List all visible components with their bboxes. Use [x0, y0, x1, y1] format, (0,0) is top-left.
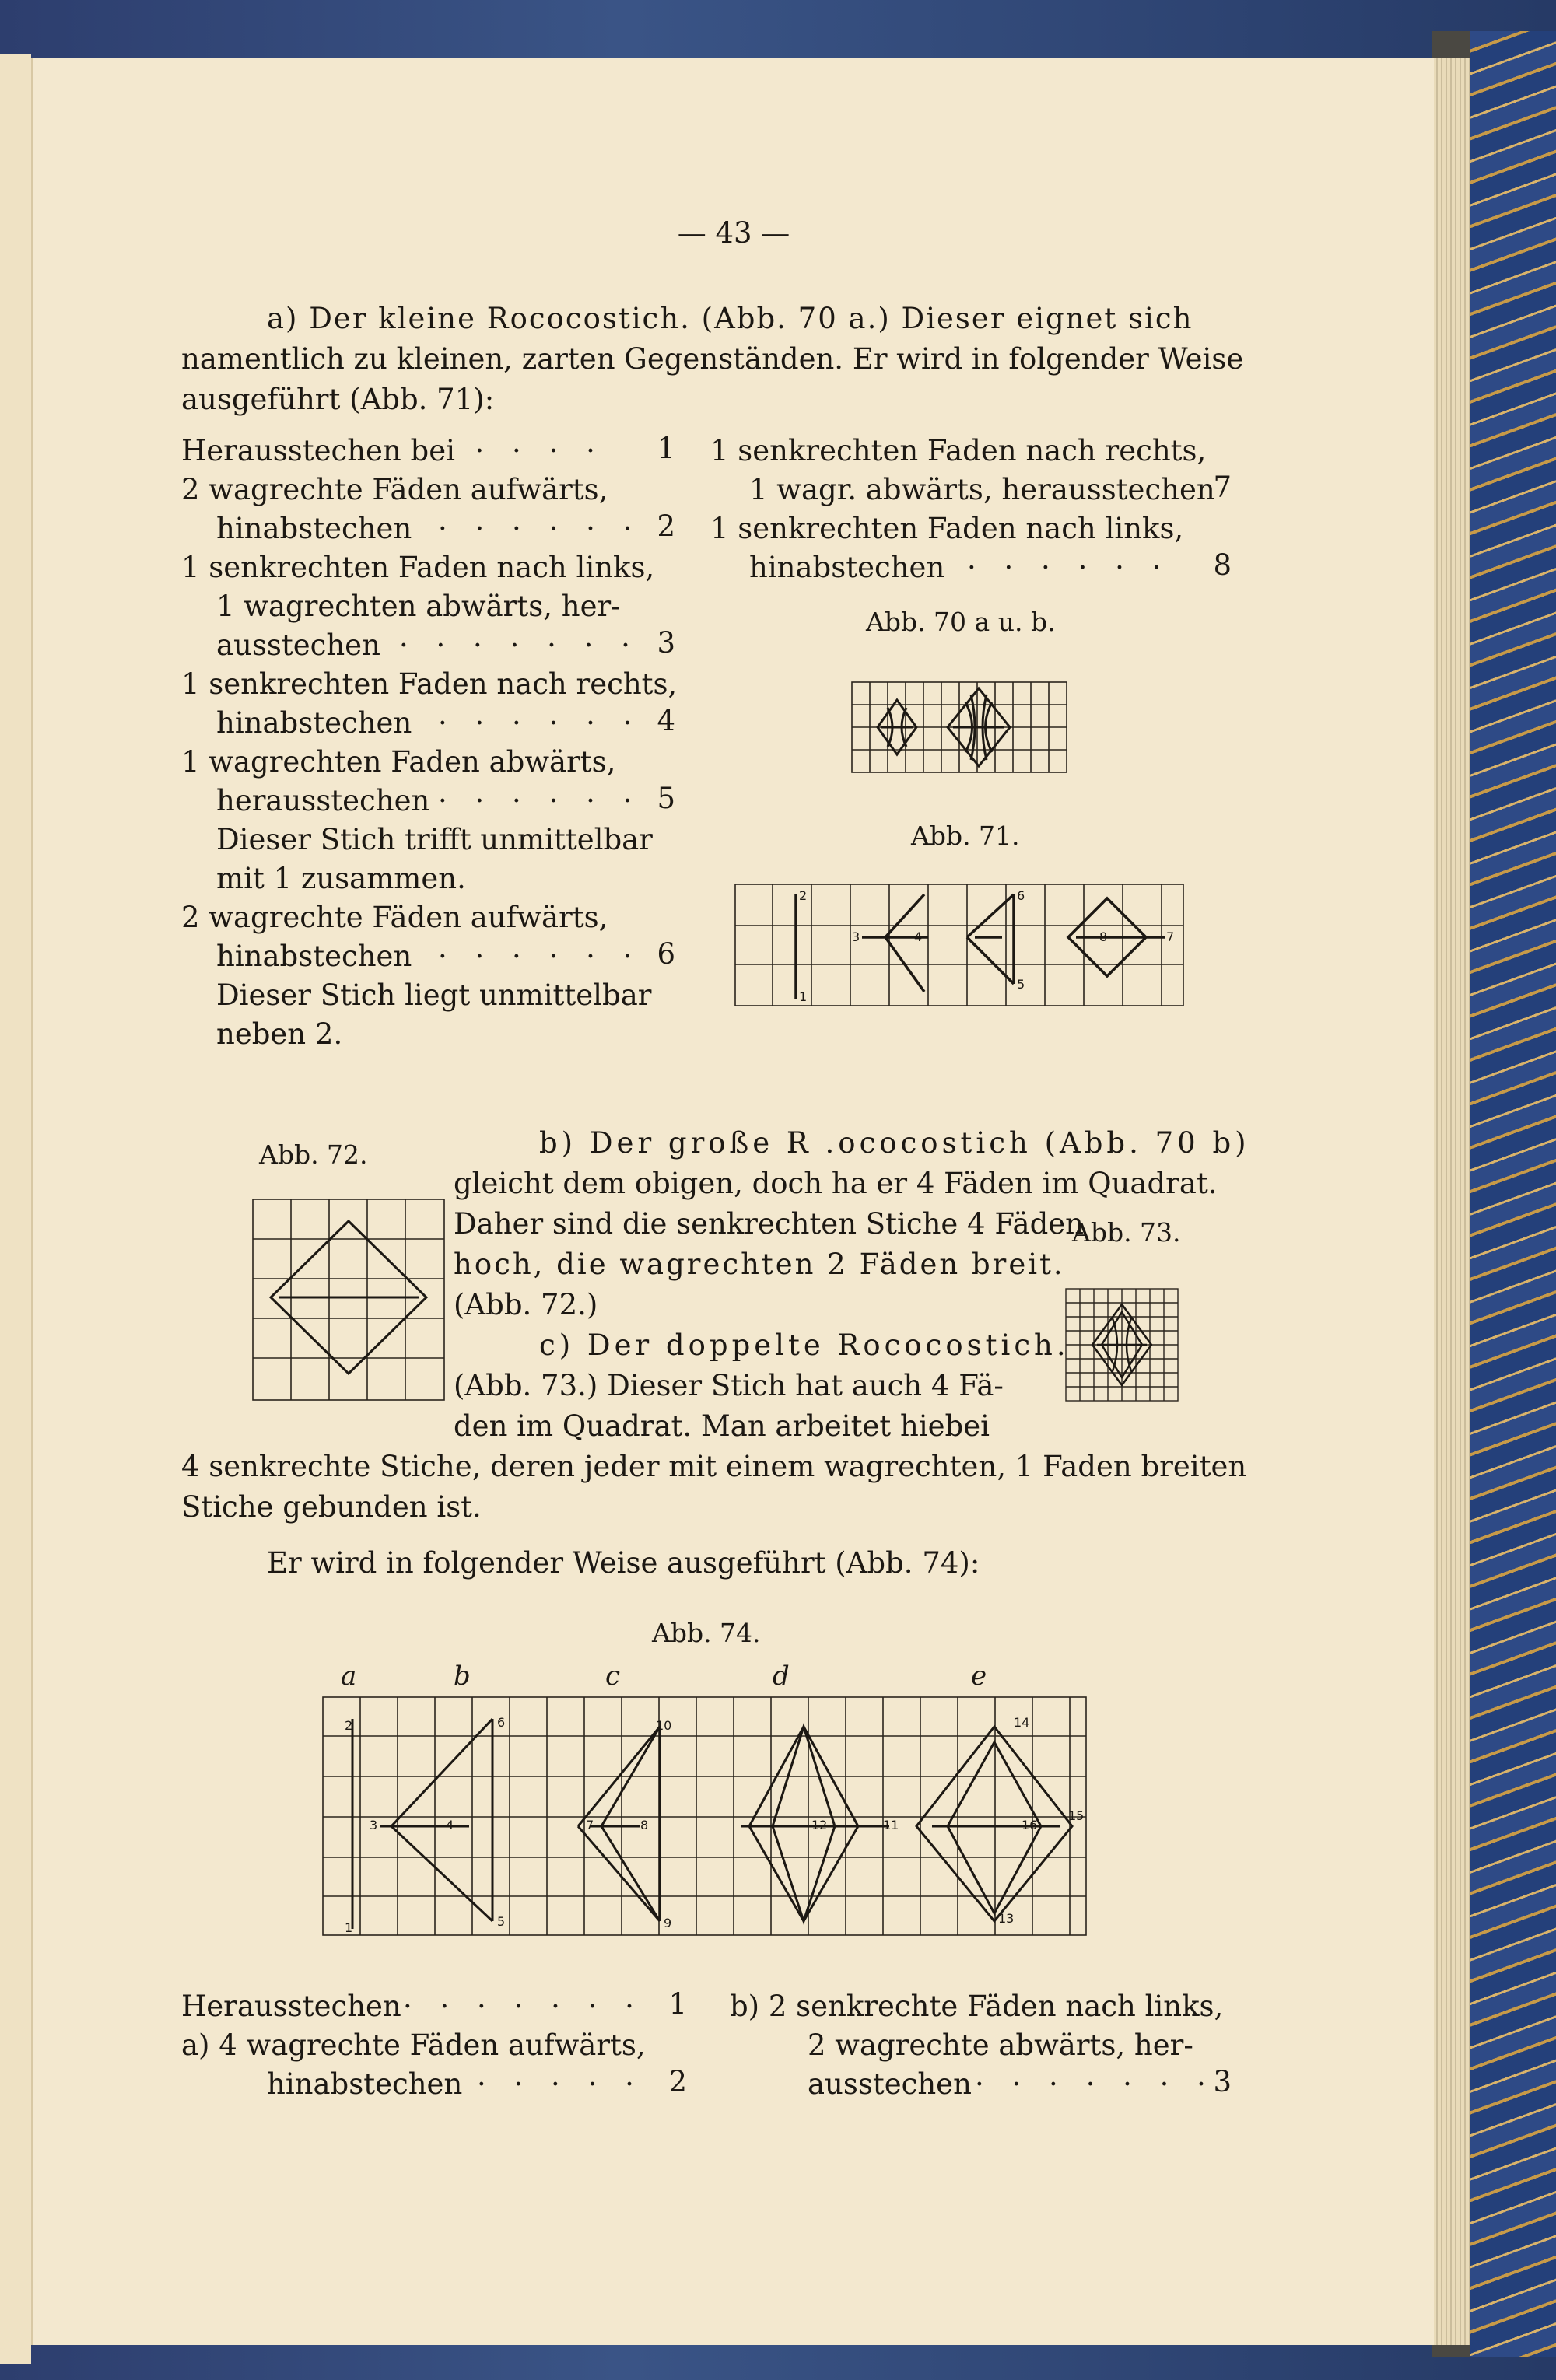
figure-74-column-label: d [773, 1661, 790, 1692]
figure-71-label: 8 [1099, 929, 1108, 944]
step-line: Herausstechen [181, 1990, 401, 2023]
step-number: 1 [668, 1987, 687, 2021]
section-b-line-5: (Abb. 72.) [454, 1288, 598, 1321]
intro-line-1: a) Der kleine Rococostich. (Abb. 70 a.) Dieser eignet sich [267, 302, 1193, 335]
figure-74-label: 8 [640, 1818, 649, 1832]
step-line: hinabstechen [267, 2067, 463, 2101]
figure-caption-71: Abb. 71. [911, 821, 1020, 851]
step-dots: · · · · · · · [975, 2067, 1215, 2101]
step-line: 1 senkrechten Faden nach rechts, [710, 434, 1207, 467]
step-number: 3 [657, 626, 675, 660]
figure-74-label: 1 [345, 1920, 353, 1935]
book-page [31, 58, 1434, 2345]
step-dots: · · · · · · · [403, 1990, 643, 2023]
marbled-cover-edge [1470, 31, 1556, 2357]
figure-caption-73: Abb. 73. [1072, 1217, 1181, 1248]
figure-71-label: 1 [799, 989, 808, 1004]
page-number: — 43 — [677, 216, 790, 250]
intro-line-3: ausgeführt (Abb. 71): [181, 383, 495, 416]
step-dots: · · · · · · [438, 940, 642, 973]
step-dots: · · · · · · · [399, 628, 640, 662]
figure-71-label: 5 [1017, 977, 1025, 992]
step-line: 2 wagrechte abwärts, her- [808, 2028, 1193, 2062]
section-b-line-4: hoch, die wagrechten 2 Fäden breit. [454, 1248, 1065, 1281]
step-line: 2 wagrechte Fäden aufwärts, [181, 901, 608, 934]
figure-74-label: 5 [497, 1914, 506, 1929]
figure-74-stitch-grid [321, 1696, 1088, 1937]
figure-71-label: 7 [1166, 929, 1175, 944]
step-line: a) 4 wagrechte Fäden aufwärts, [181, 2028, 646, 2062]
step-number: 4 [657, 704, 675, 737]
figure-74-label: 6 [497, 1715, 506, 1730]
figure-71-stitch-grid [734, 883, 1185, 1007]
figure-72-stitch-grid [251, 1198, 446, 1402]
figure-caption-70: Abb. 70 a u. b. [866, 607, 1056, 637]
section-c-line-4: 4 senkrechte Stiche, deren jeder mit einem wagrechten, 1 Faden breiten [181, 1450, 1247, 1483]
step-dots: · · · · · [438, 434, 605, 467]
step-line: hinabstechen [216, 512, 412, 545]
step-line: 1 wagr. abwärts, herausstechen [749, 473, 1215, 506]
section-b-line-3: Daher sind die senkrechten Stiche 4 Fäden [454, 1207, 1084, 1241]
figure-74-label: 3 [370, 1818, 378, 1832]
figure-74-label: 7 [586, 1818, 594, 1832]
step-line: Dieser Stich trifft unmittelbar [216, 823, 653, 856]
figure-74-label: 13 [998, 1911, 1015, 1926]
figure-74-label: 9 [664, 1916, 672, 1930]
step-number: 1 [657, 432, 675, 465]
section-c-line-1: c) Der doppelte Rococostich. [539, 1328, 1070, 1362]
step-line: Dieser Stich liegt unmittelbar [216, 978, 652, 1012]
section-b-line-2: gleicht dem obigen, doch ha er 4 Fäden im Quadrat. [454, 1167, 1218, 1200]
figure-74-label: 11 [883, 1818, 899, 1832]
figure-74-label: 10 [656, 1718, 672, 1733]
figure-73-stitch-grid [1064, 1287, 1179, 1402]
step-line: ausstechen [216, 628, 380, 662]
step-number: 5 [657, 782, 675, 815]
section-c-line-5: Stiche gebunden ist. [181, 1490, 482, 1524]
figure-71-label: 6 [1017, 888, 1025, 903]
section-c-line-3: den im Quadrat. Man arbeitet hiebei [454, 1409, 990, 1443]
figure-74-label: 16 [1022, 1818, 1038, 1832]
step-dots: · · · · · · [438, 512, 642, 545]
step-number: 2 [657, 509, 675, 543]
figure-74-column-label: e [971, 1661, 987, 1692]
figure-71-label: 2 [799, 888, 808, 903]
step-line: hinabstechen [749, 551, 945, 584]
step-line: 2 wagrechte Fäden aufwärts, [181, 473, 608, 506]
step-line: hinabstechen [216, 940, 412, 973]
step-number: 2 [668, 2065, 687, 2098]
step-line: 1 wagrechten Faden abwärts, [181, 745, 616, 779]
step-line: 1 wagrechten abwärts, her- [216, 590, 621, 623]
section-execution-line: Er wird in folgender Weise ausgeführt (Abb. 74): [267, 1546, 980, 1580]
step-dots: · · · · · · [438, 784, 642, 817]
step-line: 1 senkrechten Faden nach links, [181, 551, 655, 584]
step-line: Herausstechen bei [181, 434, 455, 467]
step-dots: · · · · · [477, 2067, 643, 2101]
step-line: herausstechen [216, 784, 430, 817]
step-line: b) 2 senkrechte Fäden nach links, [730, 1990, 1224, 2023]
figure-74-column-label: b [454, 1661, 471, 1692]
step-dots: · · · · · · [438, 706, 642, 740]
figure-71-label: 3 [852, 929, 860, 944]
section-b-line-1: b) Der große R .ococostich (Abb. 70 b) [539, 1126, 1250, 1160]
figure-74-label: 15 [1068, 1808, 1085, 1823]
figure-caption-74: Abb. 74. [652, 1618, 761, 1648]
step-number: 6 [657, 937, 675, 971]
figure-74-label: 2 [345, 1718, 353, 1733]
step-dots: · · · · · · [967, 551, 1171, 584]
step-line: ausstechen [808, 2067, 972, 2101]
step-line: hinabstechen [216, 706, 412, 740]
figure-caption-72: Abb. 72. [259, 1139, 368, 1170]
facing-page-edge [0, 54, 31, 2364]
figure-74-label: 4 [446, 1818, 454, 1832]
step-line: 1 senkrechten Faden nach rechts, [181, 667, 678, 701]
step-line: neben 2. [216, 1017, 343, 1051]
step-line: 1 senkrechten Faden nach links, [710, 512, 1184, 545]
figure-74-column-label: a [341, 1661, 357, 1692]
section-c-line-2: (Abb. 73.) Dieser Stich hat auch 4 Fä- [454, 1369, 1004, 1402]
step-line: mit 1 zusammen. [216, 862, 466, 895]
figure-74-column-label: c [605, 1661, 621, 1692]
figure-74-label: 12 [811, 1818, 828, 1832]
figure-74-label: 14 [1014, 1715, 1030, 1730]
figure-70-stitch-grid [850, 681, 1068, 774]
step-number: 7 [1213, 471, 1232, 504]
step-number: 8 [1213, 548, 1232, 582]
intro-line-2: namentlich zu kleinen, zarten Gegenständen. Er wird in folgender Weise [181, 342, 1244, 376]
figure-71-label: 4 [914, 929, 923, 944]
step-number: 3 [1213, 2065, 1232, 2098]
